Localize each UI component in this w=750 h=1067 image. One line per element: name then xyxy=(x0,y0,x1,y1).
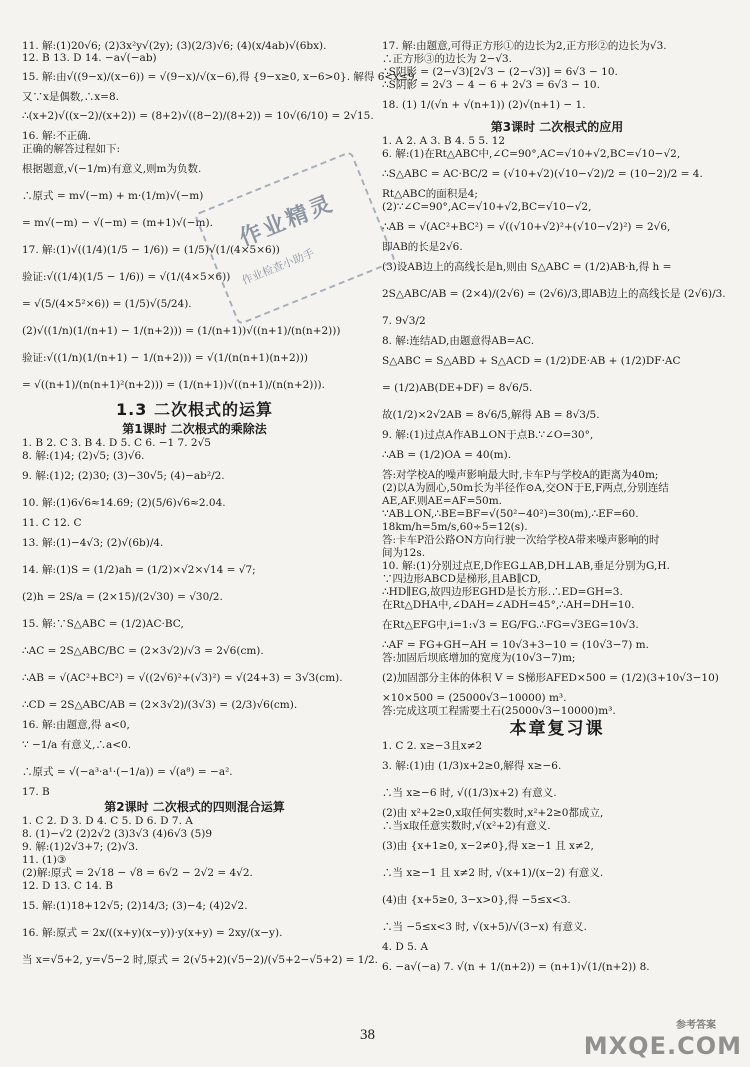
answer-line: 2S△ABC/AB = (2×4)/(2√6) = (2√6)/3,即AB边上的高线长是 (2√6)/3. xyxy=(382,288,726,300)
answer-line: 答:对学校A的噪声影响最大时,卡车P与学校A的距离为40m; xyxy=(382,469,659,481)
lesson-title: 第2课时 二次根式的四则混合运算 xyxy=(104,800,285,814)
answer-line: 18. (1) 1/(√n + √(n+1)) (2)√(n+1) − 1. xyxy=(382,99,586,111)
answer-line: 故(1/2)×2√2AB = 8√6/5,解得 AB = 8√3/5. xyxy=(382,409,600,421)
answer-line: 答:加固后坝底增加的宽度为(10√3−7)m; xyxy=(382,652,576,664)
answer-line: = √((n+1)/(n(n+1)²(n+2))) = (1/(n+1))√((n+1)/(n(n+2))). xyxy=(22,379,325,391)
answer-line: 6. 解:(1)在Rt△ABC中,∠C=90°,AC=√10+√2,BC=√10−√2, xyxy=(382,148,681,160)
answer-line: 1. C 2. D 3. D 4. C 5. D 6. D 7. A xyxy=(22,815,193,827)
answer-line: ∵AB⊥ON,∴BE=BF=√(50²−40²)=30(m),∴EF=60. xyxy=(382,508,639,520)
answer-line: Rt△ABC的面积是4; xyxy=(382,188,478,200)
answer-line: S△ABC = S△ABD + S△ACD = (1/2)DE·AB + (1/2)DF·AC xyxy=(382,355,681,367)
answer-line: ∵四边形ABCD是梯形,且AB∥CD, xyxy=(382,573,541,585)
lesson-title: 第3课时 二次根式的应用 xyxy=(490,120,624,134)
answer-line: = (1/2)AB(DE+DF) = 8√6/5. xyxy=(382,382,533,394)
answer-line: ∴(x+2)√((x−2)/(x+2)) = (8+2)√((8−2)/(8+2)) = 10√(6/10) = 2√15. xyxy=(22,110,374,122)
answer-line: 当 x=√5+2, y=√5−2 时,原式 = 2(√5+2)(√5−2)/(√5+2−√5+2) = 1/2. xyxy=(22,954,379,966)
answer-line: 6. −a√(−a) 7. √(n + 1/(n+2)) = (n+1)√(1/(n+2)) 8. xyxy=(382,961,650,973)
answer-line: 8. (1)−√2 (2)2√2 (3)3√3 (4)6√3 (5)9 xyxy=(22,828,213,840)
answer-line: 3. 解:(1)由 (1/3)x+2≥0,解得 x≥−6. xyxy=(382,760,562,772)
answer-line: ∴AB = √(AC²+BC²) = √((2√6)²+(√3)²) = √(24+3) = 3√3(cm). xyxy=(22,672,343,684)
answer-line: (2)∵∠C=90°,AC=√10+√2,BC=√10−√2, xyxy=(382,201,592,213)
answer-line: ∴S阴影 = (2−√3)[2√3 − (2−√3)] = 6√3 − 10. xyxy=(382,66,618,78)
answer-line: 13. 解:(1)−4√3; (2)√(6b)/4. xyxy=(22,537,164,549)
answer-line: 答:完成这项工程需要土石(25000√3−10000)m³. xyxy=(382,705,616,717)
answer-line: ∴AC = 2S△ABC/BC = (2×3√2)/√3 = 2√6(cm). xyxy=(22,645,264,657)
site-watermark xyxy=(560,1014,748,1066)
lesson-title: 第1课时 二次根式的乘除法 xyxy=(122,422,267,436)
answer-line: 9. 解:(1)2√3+7; (2)√3. xyxy=(22,841,139,853)
answer-line: (2)√((1/n)(1/(n+1) − 1/(n+2))) = (1/(n+1))√((n+1)/(n(n+2))) xyxy=(22,325,341,337)
answer-line: 14. 解:(1)S = (1/2)ah = (1/2)×√2×√14 = √7; xyxy=(22,564,256,576)
answer-line: ∴S△ABC = AC·BC/2 = (√10+√2)(√10−√2)/2 = (10−2)/2 = 4. xyxy=(382,168,703,180)
section-title: 1.3 二次根式的运算 xyxy=(116,400,273,419)
answer-line: ∴当 x≥−1 且 x≠2 时, √(x+1)/(x−2) 有意义. xyxy=(382,867,604,879)
answer-line: (2)以A为圆心,50m长为半径作⊙A,交ON于E,F两点,分别连结 xyxy=(382,482,669,494)
answer-line: 答:卡车P沿公路ON方向行驶一次给学校A带来噪声影响的时 xyxy=(382,534,660,546)
answer-line: 15. 解:(1)18+12√5; (2)14/3; (3)−4; (4)2√2. xyxy=(22,900,248,912)
answer-line: ∵ −1/a 有意义,∴a<0. xyxy=(22,739,132,751)
answer-line: AE,AF.则AE=AF=50m. xyxy=(382,495,503,507)
answer-line: 16. 解:由题意,得 a<0, xyxy=(22,719,130,731)
stamp-subtitle: 作业检查小助手 xyxy=(239,246,317,288)
answer-line: 验证:√((1/n)(1/(n+1) − 1/(n+2))) = √(1/(n(n+1)(n+2))) xyxy=(22,352,308,364)
answer-line: 17. 解:(1)√((1/4)(1/5 − 1/6)) = (1/5)√(1/(4×5×6)) xyxy=(22,244,280,256)
answer-line: 15. 解:∵S△ABC = (1/2)AC·BC, xyxy=(22,618,184,630)
answer-line: 12. B 13. D 14. −a√(−ab) xyxy=(22,52,157,64)
answer-line: (2)解:原式 = 2√18 − √8 = 6√2 − 2√2 = 4√2. xyxy=(22,867,253,879)
answer-line: 16. 解:不正确. xyxy=(22,130,91,142)
watermark-text: MXQE.COM xyxy=(583,1032,742,1060)
answer-line: 1. A 2. A 3. B 4. 5 5. 12 xyxy=(382,135,506,147)
answer-line: = √(5/(4×5²×6)) = (1/5)√(5/24). xyxy=(22,298,192,310)
answer-line: ×10×500 = (25000√3−10000) m³. xyxy=(382,692,567,704)
answer-line: 在Rt△DHA中,∠DAH=∠ADH=45°,∴AH=DH=10. xyxy=(382,599,635,611)
watermark-subtitle: 参考答案 xyxy=(676,1020,716,1031)
answer-line: (2)h = 2S/a = (2×15)/(2√30) = √30/2. xyxy=(22,591,223,603)
answer-line: 间为12s. xyxy=(382,547,426,559)
answer-line: (4)由 {x+5≥0, 3−x>0},得 −5≤x<3. xyxy=(382,894,571,906)
answer-line: 11. (1)③ xyxy=(22,854,67,866)
answer-line: 17. 解:由题意,可得正方形①的边长为2,正方形②的边长为√3. xyxy=(382,40,667,52)
right-column xyxy=(382,40,732,981)
answer-line: 验证:√((1/4)(1/5 − 1/6)) = √(1/(4×5×6)) xyxy=(22,271,231,283)
answer-line: ∴当 x≥−6 时, √((1/3)x+2) 有意义. xyxy=(382,787,557,799)
answer-line: 根据题意,√(−1/m)有意义,则m为负数. xyxy=(22,163,202,175)
answer-line: 15. 解:由√((9−x)/(x−6)) = √(9−x)/√(x−6),得 {9−x≥0, x−6>0}. 解得 6<x≤9, xyxy=(22,71,418,83)
answer-line: ∴当x取任意实数时,√(x²+2)有意义. xyxy=(382,820,551,832)
answer-line: 17. B xyxy=(22,786,50,798)
answer-line: ∴当 −5≤x<3 时, √(x+5)/√(3−x) 有意义. xyxy=(382,921,587,933)
answer-line: ∴CD = 2S△ABC/AB = (2×3√2)/(3√3) = (2/3)√6(cm). xyxy=(22,699,298,711)
answer-line: ∴AF = FG+GH−AH = 10√3+3−10 = (10√3−7) m. xyxy=(382,639,649,651)
answer-line: (3)由 {x+1≥0, x−2≠0},得 x≥−1 且 x≠2, xyxy=(382,840,594,852)
answer-line: ∴原式 = √(−a³·a¹·(−1/a)) = √(a⁸) = −a². xyxy=(22,766,233,778)
stamp-title: 作业精灵 xyxy=(236,190,339,252)
answer-line: 9. 解:(1)过点A作AB⊥ON于点B.∵∠O=30°, xyxy=(382,429,594,441)
answer-line: 1. B 2. C 3. B 4. D 5. C 6. −1 7. 2√5 xyxy=(22,437,211,449)
answer-line: 8. 解:连结AD,由题意得AB=AC. xyxy=(382,335,535,347)
answer-line: ∴AB = √(AC²+BC²) = √((√10+√2)²+(√10−√2)²) = 2√6, xyxy=(382,221,671,233)
answer-line: 1. C 2. x≥−3且x≠2 xyxy=(382,740,483,752)
answer-line: 4. D 5. A xyxy=(382,941,429,953)
answer-line: 正确的解答过程如下: xyxy=(22,143,121,155)
answer-line: (2)由 x²+2≥0,x取任何实数时,x²+2≥0都成立, xyxy=(382,807,604,819)
answer-line: ∴AB = (1/2)OA = 40(m). xyxy=(382,449,512,461)
answer-line: 8. 解:(1)4; (2)√5; (3)√6. xyxy=(22,450,145,462)
answer-line: 12. D 13. C 14. B xyxy=(22,880,113,892)
chapter-review-title: 本章复习课 xyxy=(509,719,605,739)
answer-line: ∴S阴影 = 2√3 − 4 − 6 + 2√3 = 6√3 − 10. xyxy=(382,79,600,91)
answer-line: 10. 解:(1)6√6≈14.69; (2)(5/6)√6≈2.04. xyxy=(22,497,226,509)
answer-line: 7. 9√3/2 xyxy=(382,315,426,327)
answer-line: 10. 解:(1)分别过点E,D作EG⊥AB,DH⊥AB,垂足分别为G,H. xyxy=(382,560,670,572)
answer-line: ∴正方形③的边长为 2−√3. xyxy=(382,53,513,65)
answer-line: = m√(−m) − √(−m) = (m+1)√(−m). xyxy=(22,217,213,229)
answer-line: 又∵x是偶数,∴x=8. xyxy=(22,91,119,103)
answer-line: (3)设AB边上的高线长是h,则由 S△ABC = (1/2)AB·h,得 h = xyxy=(382,261,672,273)
answer-line: 即AB的长是2√6. xyxy=(382,241,463,253)
answer-line: 在Rt△EFG中,i=1:√3 = EG/FG.∴FG=√3EG=10√3. xyxy=(382,619,639,631)
answer-line: (2)加固部分主体的体积 V = S梯形AFED×500 = (1/2)(3+10√3−10) xyxy=(382,672,719,684)
answer-line: 18km/h=5m/s,60÷5=12(s). xyxy=(382,521,528,533)
answer-line: ∴HD∥EG,故四边形EGHD是长方形.∴ED=GH=3. xyxy=(382,586,623,598)
answer-line: ∴原式 = m√(−m) + m·(1/m)√(−m) xyxy=(22,190,204,202)
answer-line: 11. 解:(1)20√6; (2)3x²y√(2y); (3)(2/3)√6; (4)(x/4ab)√(6bx). xyxy=(22,40,327,52)
answer-line: 16. 解:原式 = 2x/((x+y)(x−y))·y(x+y) = 2xy/(x−y). xyxy=(22,927,283,939)
page-number: 38 xyxy=(360,1027,375,1043)
answer-line: 11. C 12. C xyxy=(22,517,82,529)
answer-line: 9. 解:(1)2; (2)30; (3)−30√5; (4)−ab²/2. xyxy=(22,470,225,482)
